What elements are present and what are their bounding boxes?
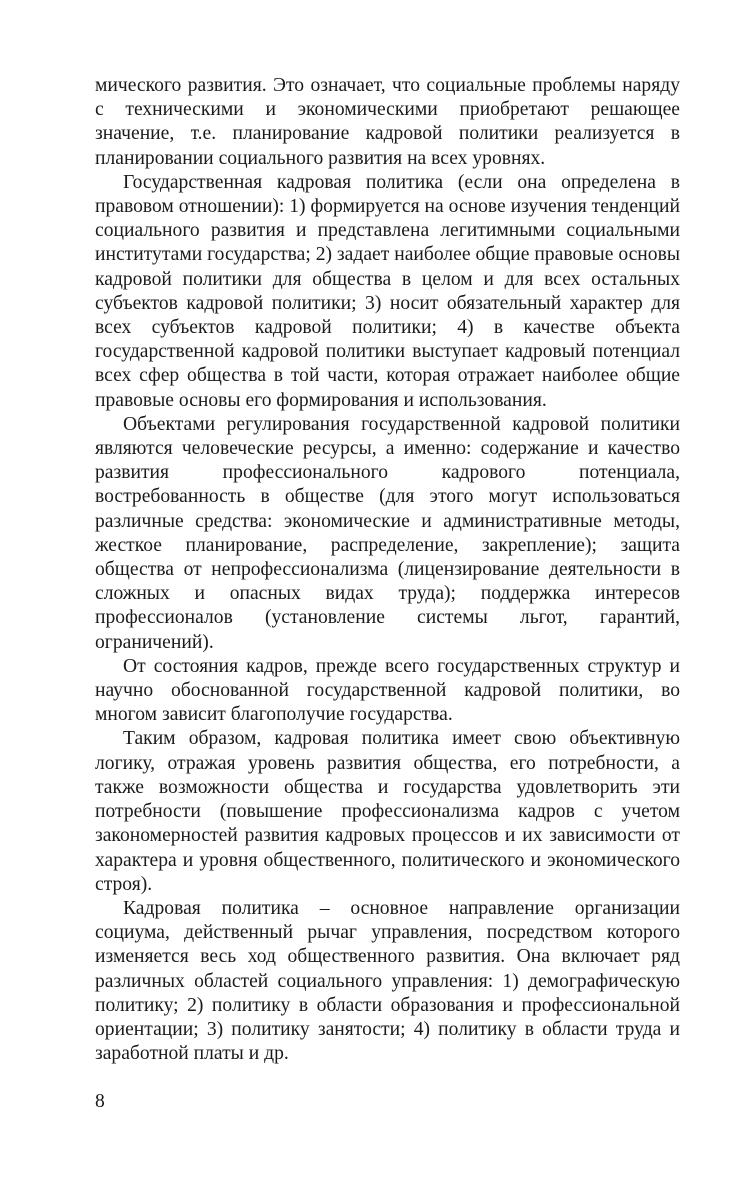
paragraph-objective-logic: Таким образом, кадровая политика имеет свою объективную логику, отражая уровень развития общества, его потребности, а также возможности общества и государства удовлетворить эти потребности (повышение профессионализма кадров с учетом закономерностей развития кадровых процессов и их зависимости от характера и уровня общественного, политического и экономического строя). (95, 728, 680, 895)
paragraph-regulation-objects: Объектами регулирования государственной кадровой политики являются человеческие ресурсы, а именно: содержание и качество развития профессионального кадрового потенциала, востребованность в обществе (для этого могут использоваться различные средства: экономические и административные методы, жесткое планирование, распределение, закрепление); защита общества от непрофессионализма (лицензирование деятельности в сложных и опасных видах труда); поддержка интересов профессионалов (установление системы льгот, гарантий, ограничений). (95, 413, 680, 653)
paragraph-state-wellbeing: От состояния кадров, прежде всего государственных структур и научно обоснованной государственной кадровой политики, во многом зависит благополучие государства. (95, 655, 680, 726)
page-number: 8 (95, 1091, 105, 1112)
paragraph-continuation: мического развития. Это означает, что социальные проблемы наряду с техническими и экономическими приобретают решающее значение, т.е. планирование кадровой политики реализуется в планировании социального развития на всех уровнях. (95, 75, 680, 169)
paragraph-state-personnel-policy: Государственная кадровая политика (если она определена в правовом отношении): 1) формируется на основе изучения тенденций социального развития и представлена легитимными социальными институтами государства; 2) задает наиболее общие правовые основы кадровой политики для общества в целом и для всех остальных субъектов кадровой политики; 3) носит обязательный характер для всех субъектов кадровой политики; 4) в качестве объекта государственной кадровой политики выступает кадровый потенциал всех сфер общества в той части, которая отражает наиболее общие правовые основы его формирования и использования. (95, 171, 680, 411)
page-body (95, 74, 680, 1066)
paragraph-policy-definition: Кадровая политика – основное направление организации социума, действенный рычаг управления, посредством которого изменяется весь ход общественного развития. Она включает ряд различных областей социального управления: 1) демографическую политику; 2) политику в области образования и профессиональной ориентации; 3) политику занятости; 4) политику в области труда и заработной платы и др. (95, 897, 680, 1065)
